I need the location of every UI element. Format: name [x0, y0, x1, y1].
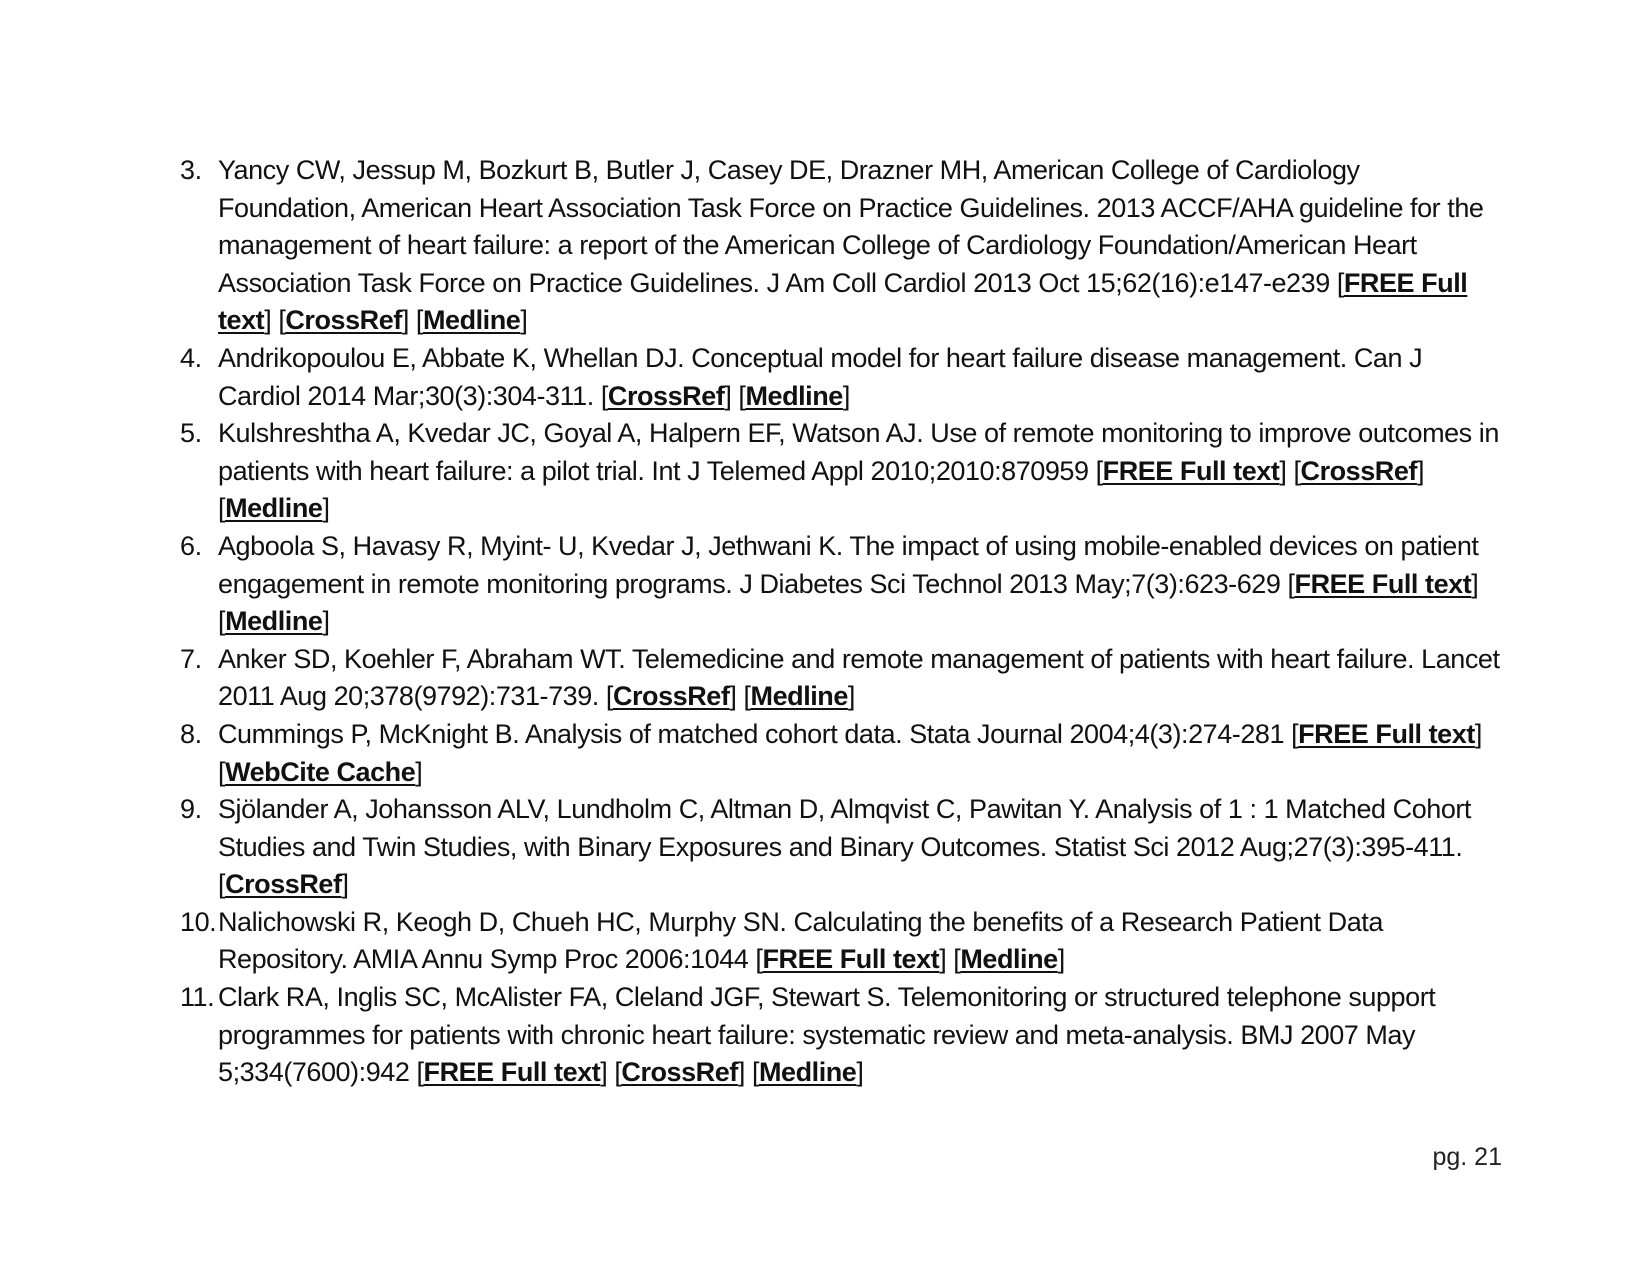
crossref-link[interactable]: CrossRef — [621, 1057, 738, 1088]
reference-item: 6. Agboola S, Havasy R, Myint- U, Kvedar J, Jethwani K. The impact of using mobile-enabled devices on patient engagement in remote monitoring programs. J Diabetes Sci Technol 2013 May;7(3):623-629 [FREE Full text] [Medline] — [180, 528, 1500, 641]
medline-link[interactable]: Medline — [225, 606, 323, 637]
reference-item: 10. Nalichowski R, Keogh D, Chueh HC, Murphy SN. Calculating the benefits of a Research Patient Data Repository. AMIA Annu Symp Proc 2006:1044 [FREE Full text] [Medline] — [180, 904, 1500, 979]
reference-number: 9. — [180, 794, 202, 825]
crossref-link[interactable]: CrossRef — [225, 869, 342, 900]
reference-number: 6. — [180, 530, 202, 561]
medline-link[interactable]: Medline — [750, 681, 848, 712]
reference-text: Clark RA, Inglis SC, McAlister FA, Cleland JGF, Stewart S. Telemonitoring or structured telephone support programmes for patients with chronic heart failure: systematic review and meta-analysis. BMJ 2007 May 5;334(7600):942 — [218, 982, 1436, 1088]
medline-link[interactable]: Medline — [225, 493, 323, 524]
crossref-link[interactable]: CrossRef — [612, 681, 730, 712]
free-full-text-link[interactable]: FREE Full text — [218, 267, 1468, 336]
reference-item: 7. Anker SD, Koehler F, Abraham WT. Telemedicine and remote management of patients with heart failure. Lancet 2011 Aug 20;378(9792):731-739. [CrossRef] [Medline] — [180, 641, 1500, 716]
reference-number: 8. — [180, 718, 202, 749]
free-full-text-link[interactable]: FREE Full text — [1102, 455, 1280, 486]
reference-item: 9. Sjölander A, Johansson ALV, Lundholm C, Altman D, Almqvist C, Pawitan Y. Analysis of 1 : 1 Matched Cohort Studies and Twin Studies, with Binary Exposures and Binary Outcomes. Statist Sci 2012 Aug;27(3):395-411. [CrossRef] — [180, 791, 1500, 904]
reference-text: Agboola S, Havasy R, Myint- U, Kvedar J, Jethwani K. The impact of using mobile-enabled devices on patient engagement in remote monitoring programs. J Diabetes Sci Technol 2013 May;7(3):623-629 — [218, 530, 1479, 599]
reference-list — [180, 152, 1500, 1092]
webcite-cache-link[interactable]: WebCite Cache — [225, 756, 416, 787]
reference-number: 10. — [180, 906, 217, 937]
medline-link[interactable]: Medline — [745, 380, 843, 411]
reference-item: 5. Kulshreshtha A, Kvedar JC, Goyal A, Halpern EF, Watson AJ. Use of remote monitoring to improve outcomes in patients with heart failure: a pilot trial. Int J Telemed Appl 2010;2010:870959 [FREE Full text] [CrossRef] [Medline] — [180, 415, 1500, 528]
free-full-text-link[interactable]: FREE Full text — [1298, 718, 1475, 749]
reference-text: Sjölander A, Johansson ALV, Lundholm C, Altman D, Almqvist C, Pawitan Y. Analysis of 1 : 1 Matched Cohort Studies and Twin Studies, with Binary Exposures and Binary Outcomes. Statist Sci 2012 Aug;27(3):395-411. — [218, 794, 1471, 862]
crossref-link[interactable]: CrossRef — [1300, 455, 1417, 486]
medline-link[interactable]: Medline — [422, 305, 521, 336]
reference-item: 4. Andrikopoulou E, Abbate K, Whellan DJ. Conceptual model for heart failure disease management. Can J Cardiol 2014 Mar;30(3):304-311. [CrossRef] [Medline] — [180, 340, 1500, 415]
page-number: pg. 21 — [1432, 1143, 1502, 1171]
free-full-text-link[interactable]: FREE Full text — [762, 944, 940, 975]
free-full-text-link[interactable]: FREE Full text — [1294, 568, 1472, 599]
reference-item: 11. Clark RA, Inglis SC, McAlister FA, Cleland JGF, Stewart S. Telemonitoring or structured telephone support programmes for patients with chronic heart failure: systematic review and meta-analysis. BMJ 2007 May 5;334(7600):942 [FREE Full text] [CrossRef] [Medline] — [180, 979, 1500, 1092]
reference-text: Anker SD, Koehler F, Abraham WT. Telemedicine and remote management of patients with heart failure. Lancet 2011 Aug 20;378(9792):731-739. — [218, 643, 1500, 712]
reference-text: Andrikopoulou E, Abbate K, Whellan DJ. Conceptual model for heart failure disease management. Can J Cardiol 2014 Mar;30(3):304-311. — [218, 342, 1423, 411]
crossref-link[interactable]: CrossRef — [607, 380, 725, 411]
reference-number: 11. — [180, 982, 215, 1013]
reference-item: 8. Cummings P, McKnight B. Analysis of matched cohort data. Stata Journal 2004;4(3):274-281 [FREE Full text] [WebCite Cache] — [180, 716, 1500, 791]
reference-text: Nalichowski R, Keogh D, Chueh HC, Murphy SN. Calculating the benefits of a Research Patient Data Repository. AMIA Annu Symp Proc 2006:1044 — [218, 906, 1383, 975]
crossref-link[interactable]: CrossRef — [285, 305, 402, 336]
reference-text: Cummings P, McKnight B. Analysis of matched cohort data. Stata Journal 2004;4(3):274-281 — [218, 718, 1285, 749]
reference-text: Kulshreshtha A, Kvedar JC, Goyal A, Halpern EF, Watson AJ. Use of remote monitoring to improve outcomes in patients with heart failure: a pilot trial. Int J Telemed Appl 2010;2010:870959 — [218, 418, 1499, 486]
reference-text: Yancy CW, Jessup M, Bozkurt B, Butler J, Casey DE, Drazner MH, American College of Cardiology Foundation, American Heart Association Task Force on Practice Guidelines. 2013 ACCF/AHA guideline for the management of heart failure: a report of the American College of Cardiology Foundation/American Heart Association Task Force on Practice Guidelines. J Am Coll Cardiol 2013 Oct 15;62(16):e147-e239 — [218, 155, 1484, 298]
medline-link[interactable]: Medline — [960, 944, 1058, 975]
reference-number: 3. — [180, 155, 202, 185]
free-full-text-link[interactable]: FREE Full text — [423, 1057, 601, 1088]
reference-item: 3. Yancy CW, Jessup M, Bozkurt B, Butler J, Casey DE, Drazner MH, American College of Cardiology Foundation, American Heart Association Task Force on Practice Guidelines. 2013 ACCF/AHA guideline for the management of heart failure: a report of the American College of Cardiology Foundation/American Heart Association Task Force on Practice Guidelines. J Am Coll Cardiol 2013 Oct 15;62(16):e147-e239 [FREE Full text] [CrossRef] [Medline] — [180, 152, 1500, 340]
reference-number: 5. — [180, 418, 202, 449]
reference-number: 4. — [180, 342, 202, 373]
medline-link[interactable]: Medline — [759, 1057, 857, 1088]
reference-number: 7. — [180, 643, 202, 674]
